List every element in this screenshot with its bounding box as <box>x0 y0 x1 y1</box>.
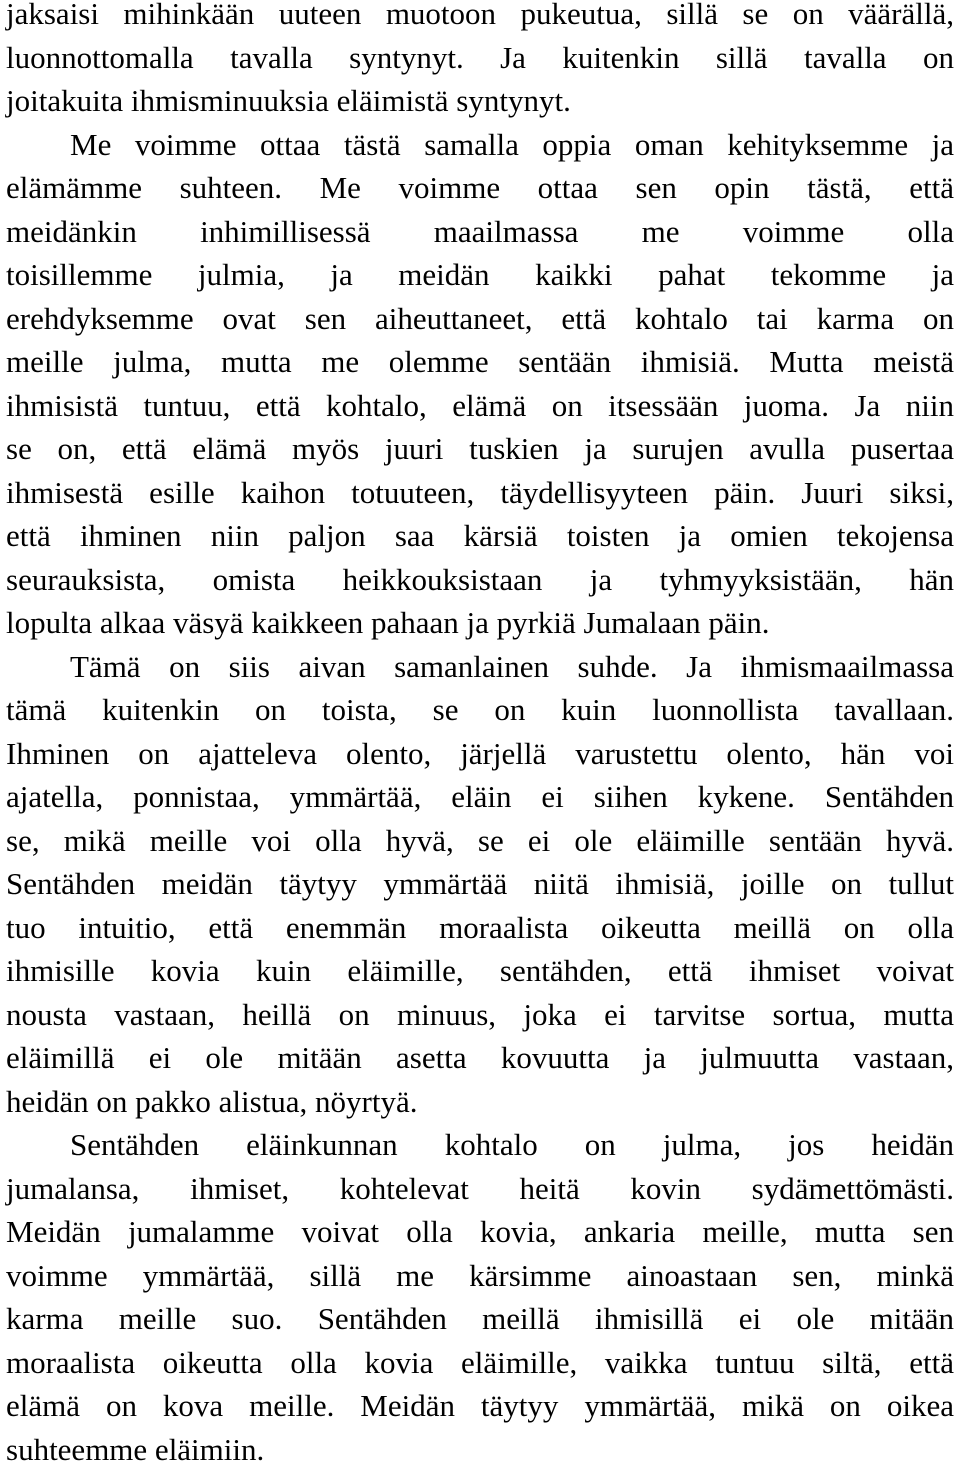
text-line: heidän on pakko alistua, nöyrtyä. <box>6 1080 954 1124</box>
text-line: meidänkin inhimillisessä maailmassa me voimme olla <box>6 210 954 254</box>
text-line: Sentähden eläinkunnan kohtalo on julma, jos heidän <box>6 1123 954 1167</box>
text-line: tämä kuitenkin on toista, se on kuin luonnollista tavallaan. <box>6 688 954 732</box>
text-line: joitakuita ihmisminuuksia eläimistä syntynyt. <box>6 79 954 123</box>
text-line: voimme ymmärtää, sillä me kärsimme ainoastaan sen, minkä <box>6 1254 954 1298</box>
text-line: se, mikä meille voi olla hyvä, se ei ole eläimille sentään hyvä. <box>6 819 954 863</box>
text-line: Ihminen on ajatteleva olento, järjellä varustettu olento, hän voi <box>6 732 954 776</box>
text-line: toisillemme julmia, ja meidän kaikki pahat tekomme ja <box>6 253 954 297</box>
text-line: elämämme suhteen. Me voimme ottaa sen opin tästä, että <box>6 166 954 210</box>
text-line: nousta vastaan, heillä on minuus, joka ei tarvitse sortua, mutta <box>6 993 954 1037</box>
document-body <box>6 0 954 1471</box>
text-line: seurauksista, omista heikkouksistaan ja tyhmyyksistään, hän <box>6 558 954 602</box>
text-line: jaksaisi mihinkään uuteen muotoon pukeutua, sillä se on väärällä, <box>6 0 954 36</box>
text-line: erehdyksemme ovat sen aiheuttaneet, että kohtalo tai karma on <box>6 297 954 341</box>
text-line: karma meille suo. Sentähden meillä ihmisillä ei ole mitään <box>6 1297 954 1341</box>
text-line: ihmisistä tuntuu, että kohtalo, elämä on itsessään juoma. Ja niin <box>6 384 954 428</box>
text-line: Me voimme ottaa tästä samalla oppia oman kehityksemme ja <box>6 123 954 167</box>
text-line: lopulta alkaa väsyä kaikkeen pahaan ja pyrkiä Jumalaan päin. <box>6 601 954 645</box>
text-line: jumalansa, ihmiset, kohtelevat heitä kovin sydämettömästi. <box>6 1167 954 1211</box>
text-line: elämä on kova meille. Meidän täytyy ymmärtää, mikä on oikea <box>6 1384 954 1428</box>
text-line: meille julma, mutta me olemme sentään ihmisiä. Mutta meistä <box>6 340 954 384</box>
text-line: Sentähden meidän täytyy ymmärtää niitä ihmisiä, joille on tullut <box>6 862 954 906</box>
text-line: suhteemme eläimiin. <box>6 1428 954 1471</box>
paragraph <box>6 0 954 123</box>
text-line: eläimillä ei ole mitään asetta kovuutta ja julmuutta vastaan, <box>6 1036 954 1080</box>
paragraph <box>6 645 954 1124</box>
text-line: se on, että elämä myös juuri tuskien ja surujen avulla pusertaa <box>6 427 954 471</box>
text-line: moraalista oikeutta olla kovia eläimille, vaikka tuntuu siltä, että <box>6 1341 954 1385</box>
paragraph <box>6 123 954 645</box>
text-line: Tämä on siis aivan samanlainen suhde. Ja ihmismaailmassa <box>6 645 954 689</box>
text-line: luonnottomalla tavalla syntynyt. Ja kuitenkin sillä tavalla on <box>6 36 954 80</box>
text-line: että ihminen niin paljon saa kärsiä toisten ja omien tekojensa <box>6 514 954 558</box>
text-line: Meidän jumalamme voivat olla kovia, ankaria meille, mutta sen <box>6 1210 954 1254</box>
text-line: tuo intuitio, että enemmän moraalista oikeutta meillä on olla <box>6 906 954 950</box>
text-line: ihmisestä esille kaihon totuuteen, täydellisyyteen päin. Juuri siksi, <box>6 471 954 515</box>
text-line: ihmisille kovia kuin eläimille, sentähden, että ihmiset voivat <box>6 949 954 993</box>
text-line: ajatella, ponnistaa, ymmärtää, eläin ei siihen kykene. Sentähden <box>6 775 954 819</box>
paragraph <box>6 1123 954 1471</box>
